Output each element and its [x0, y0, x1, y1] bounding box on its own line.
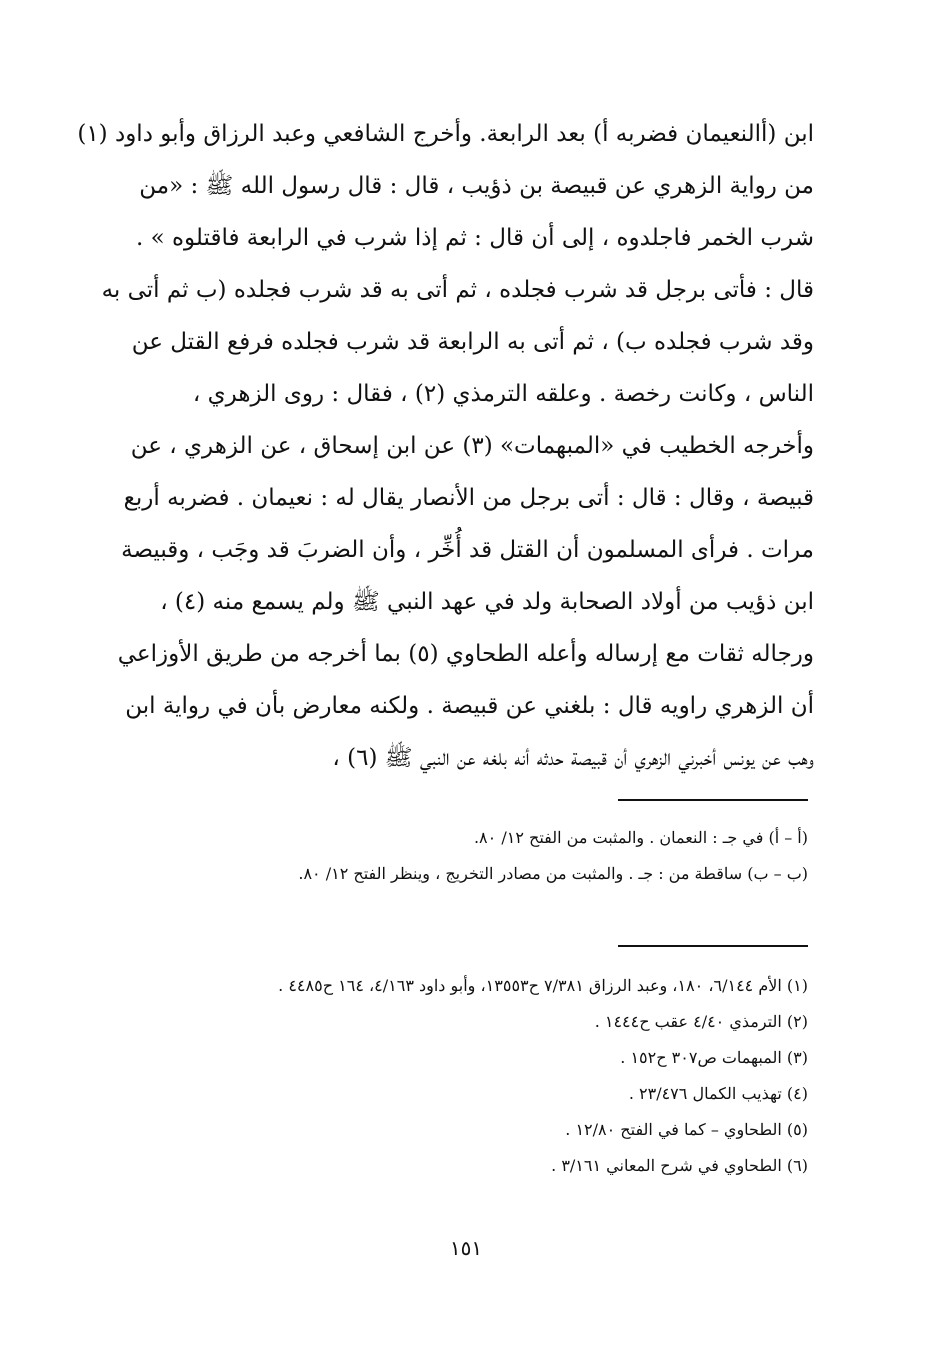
main-text-block — [77, 108, 814, 784]
footnote: (٤) تهذيب الكمال ٢٣/٤٧٦ . — [628, 1084, 808, 1103]
text-line: وقد شرب فجلده ب) ، ثم أتى به الرابعة قد شرب فجلده فرفع القتل عن — [131, 329, 814, 355]
footnote: (٣) المبهمات ص٣٠٧ ح١٥٢ . — [620, 1048, 808, 1067]
footnotes — [108, 968, 808, 1184]
text-line: قال : فأتى برجل قد شرب فجلده ، ثم أتى به قد شرب فجلده (ب ثم أتى به — [101, 277, 814, 303]
page-number: ١٥١ — [449, 1236, 483, 1260]
footnote: (١) الأم ٦/١٤٤، ١٨٠، وعبد الرزاق ٧/٣٨١ ح١٣٥٥٣، وأبو داود ٤/١٦٣، ١٦٤ ح٤٤٨٥ . — [278, 976, 808, 995]
footnotes-divider — [618, 945, 808, 947]
text-line: قبيصة ، وقال : قال : أتى برجل من الأنصار يقال له : نعيمان . فضربه أربع — [123, 485, 814, 511]
variant-note: (أ – أ) في جـ : النعمان . والمثبت من الفتح ١٢/ ٨٠. — [473, 828, 808, 847]
text-line: الناس ، وكانت رخصة . وعلقه الترمذي (٢) ، فقال : روى الزهري ، — [192, 381, 814, 407]
text-line: وهب عن يونس أخبرني الزهري أن قبيصة حدثه أنه بلغه عن النبي ﷺ (٦) ، — [332, 745, 814, 771]
text-line: ورجاله ثقات مع إرساله وأعله الطحاوي (٥) بما أخرجه من طريق الأوزاعي — [117, 641, 814, 667]
text-line: ابن (أالنعيمان فضربه أ) بعد الرابعة. وأخرج الشافعي وعبد الرزاق وأبو داود (١) — [77, 121, 814, 147]
text-line: ابن ذؤيب من أولاد الصحابة ولد في عهد النبي ﷺ ولم يسمع منه (٤) ، — [160, 589, 814, 615]
variant-notes — [108, 820, 808, 892]
variant-notes-divider — [618, 799, 808, 801]
text-line: من رواية الزهري عن قبيصة بن ذؤيب ، قال : قال رسول الله ﷺ : «من — [139, 173, 814, 199]
text-line: شرب الخمر فاجلدوه ، إلى أن قال : ثم إذا شرب في الرابعة فاقتلوه » . — [136, 225, 814, 251]
footnote: (٥) الطحاوي – كما في الفتح ١٢/٨٠ . — [565, 1120, 808, 1139]
text-line: أن الزهري راويه قال : بلغني عن قبيصة . ولكنه معارض بأن في رواية ابن — [125, 693, 814, 719]
text-line: مرات . فرأى المسلمون أن القتل قد أُخِّر ، وأن الضربَ قد وجَب ، وقبيصة — [121, 537, 814, 563]
footnote: (٦) الطحاوي في شرح المعاني ٣/١٦١ . — [551, 1156, 808, 1175]
footnote: (٢) الترمذي ٤/٤٠ عقب ح١٤٤٤ . — [594, 1012, 808, 1031]
text-line: وأخرجه الخطيب في «المبهمات» (٣) عن ابن إسحاق ، عن الزهري ، عن — [130, 433, 814, 459]
variant-note: (ب – ب) ساقطة من : جـ . والمثبت من مصادر التخريج ، وينظر الفتح ١٢/ ٨٠. — [298, 864, 808, 883]
